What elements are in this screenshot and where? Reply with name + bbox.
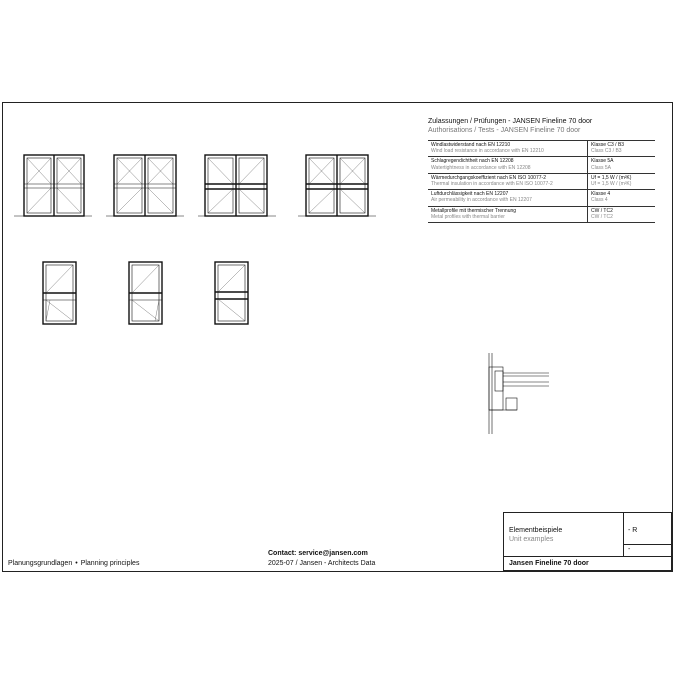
footer-contact-block: [268, 549, 375, 569]
spec-value-cell: [588, 157, 656, 173]
spec-label-cell: [428, 157, 588, 173]
spec-value-en: Class 5A: [591, 164, 612, 171]
spec-value-de: Klasse 5A: [591, 158, 614, 165]
spec-value-cell: [588, 206, 656, 222]
spec-label-cell: [428, 173, 588, 189]
spec-value-en: Class 4: [591, 197, 608, 204]
double-door-elevation-2: [106, 155, 184, 216]
double-door-elevation-1: [14, 155, 92, 216]
single-door-elevation-2: [129, 262, 162, 324]
spec-label-de: Schlagregendichtheit nach EN 12208: [431, 158, 514, 165]
spec-label-de: Metallprofile mit thermischer Trennung: [431, 207, 517, 214]
spec-label-en: Metal profiles with thermal barrier: [431, 213, 505, 220]
spec-row: [428, 206, 655, 222]
double-door-elevation-3: [198, 155, 276, 216]
footer-section-label: [8, 560, 139, 567]
spec-label-en: Air permeability in accordance with EN 12207: [431, 197, 532, 204]
spec-label-cell: [428, 206, 588, 222]
info-box-title-cell: [504, 513, 624, 557]
spec-value-cell: [588, 173, 656, 189]
spec-value-cell: [588, 190, 656, 206]
section-label-de: Planungsgrundlagen: [8, 560, 73, 567]
spec-label-en: Wind load resistance in accordance with EN 12210: [431, 148, 544, 155]
spec-row: [428, 141, 655, 157]
spec-label-en: Watertightness in accordance with EN 12208: [431, 164, 531, 171]
single-door-elevation-1: [43, 262, 76, 324]
spec-label-de: Windlastwiderstand nach EN 12210: [431, 142, 511, 148]
edition-line: 2025-07 / Jansen - Architects Data: [268, 560, 376, 567]
spec-value-en: Class C3 / B3: [591, 148, 622, 155]
spec-label-en: Thermal insulation in accordance with EN ISO 10077-2: [431, 181, 553, 188]
section-label-en: Planning principles: [80, 560, 140, 567]
spec-value-de: CW / TC2: [591, 207, 613, 214]
drawing-info-box: [503, 512, 672, 571]
bullet-separator-icon: •: [75, 560, 78, 567]
spec-value-de: Uf = 1,5 W / (m²K): [591, 174, 632, 181]
spec-label-de: Wärmedurchgangskoeffizient nach EN ISO 10077-2: [431, 174, 546, 181]
authorisations-title-en: Authorisations / Tests - JANSEN Fineline 70 door: [428, 127, 581, 134]
single-door-elevation-3: [215, 262, 248, 324]
double-door-elevation-4: [298, 155, 376, 216]
product-name: Jansen Fineline 70 door: [509, 560, 589, 567]
specs-table: [428, 140, 655, 223]
spec-value-en: Uf = 1,5 W / (m²K): [591, 181, 632, 188]
profile-section-detail: [489, 353, 549, 434]
authorisations-title-de: Zulassungen / Prüfungen - JANSEN Fineline 70 door: [428, 118, 593, 125]
info-box-code-r: - R: [624, 513, 673, 545]
spec-label-de: Luftdurchlässigkeit nach EN 12207: [431, 191, 509, 198]
unit-examples-title-en: Unit examples: [509, 536, 554, 543]
spec-row: [428, 173, 655, 189]
spec-value-de: Klasse C3 / B3: [591, 142, 625, 148]
spec-label-cell: [428, 190, 588, 206]
spec-label-cell: [428, 141, 588, 157]
unit-examples-title-de: Elementbeispiele: [509, 527, 563, 534]
authorisations-table-block: [428, 117, 655, 223]
spec-value-cell: [588, 141, 656, 157]
spec-row: [428, 157, 655, 173]
contact-email[interactable]: Contact: service@jansen.com: [268, 550, 368, 557]
info-box-code-blank: -: [624, 545, 673, 557]
spec-value-de: Klasse 4: [591, 191, 611, 198]
spec-value-en: CW / TC2: [591, 213, 613, 220]
spec-row: [428, 190, 655, 206]
